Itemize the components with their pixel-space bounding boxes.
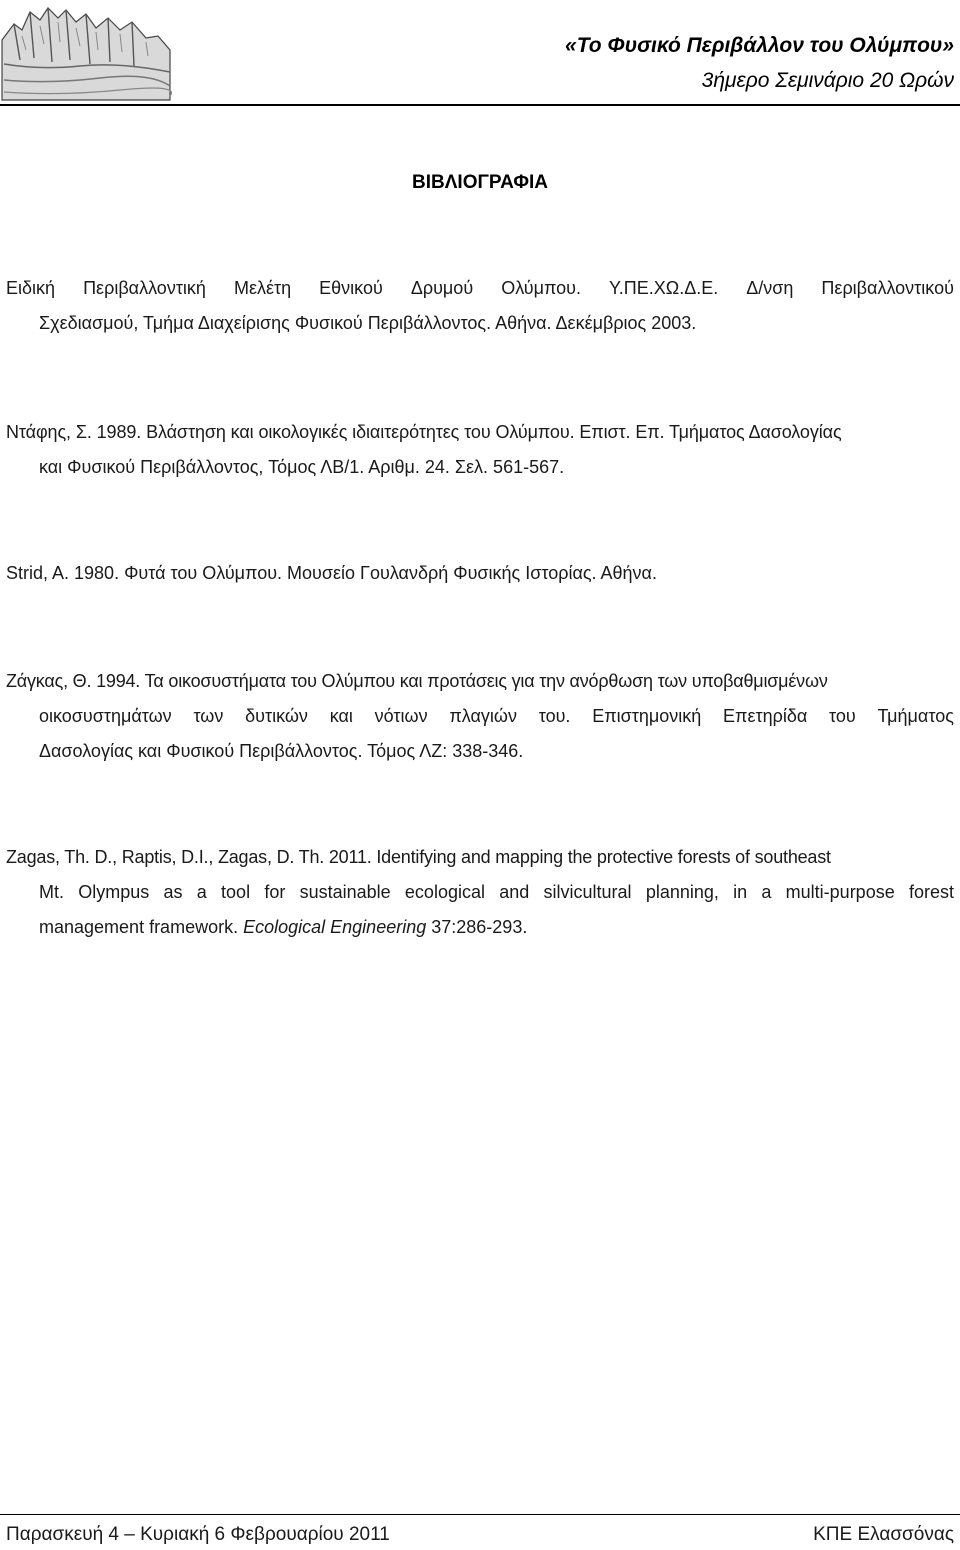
- reference-item: [6, 271, 954, 341]
- page-title: ΒΙΒΛΙΟΓΡΑΦΙΑ: [412, 172, 548, 193]
- header-subtitle: 3ήμερο Σεμινάριο 20 Ωρών: [701, 69, 954, 92]
- mount-olympus-logo: [0, 0, 172, 112]
- footer-divider: [0, 1514, 960, 1515]
- reference-line: και Φυσικού Περιβάλλοντος, Τόμος ΛΒ/1. Αριθμ. 24. Σελ. 561-567.: [39, 457, 565, 477]
- reference-item: [6, 840, 954, 945]
- reference-line: Σχεδιασμού, Τμήμα Διαχείρισης Φυσικού Περιβάλλοντος. Αθήνα. Δεκέμβριος 2003.: [39, 313, 697, 333]
- reference-item: [6, 556, 954, 591]
- reference-line: οικοσυστημάτων των δυτικών και νότιων πλαγιών του. Επιστημονική Επετηρίδα του Τμήματος: [39, 706, 954, 726]
- reference-line: management framework. Ecological Engineering 37:286-293.: [39, 917, 528, 937]
- reference-line: Ειδική Περιβαλλοντική Μελέτη Εθνικού Δρυμού Ολύμπου. Υ.ΠΕ.ΧΩ.Δ.Ε. Δ/νση Περιβαλλοντικού: [6, 278, 954, 298]
- reference-line: Zagas, Th. D., Raptis, D.I., Zagas, D. Th. 2011. Identifying and mapping the protective forests of southeast: [6, 847, 831, 867]
- reference-item: [6, 664, 954, 769]
- reference-line: Mt. Olympus as a tool for sustainable ecological and silvicultural planning, in a multi-purpose forest: [39, 882, 954, 902]
- reference-item: [6, 415, 954, 485]
- reference-line: Ντάφης, Σ. 1989. Βλάστηση και οικολογικές ιδιαιτερότητες του Ολύμπου. Επιστ. Επ. Τμήματος Δασολογίας: [6, 422, 842, 442]
- reference-line: Strid, A. 1980. Φυτά του Ολύμπου. Μουσείο Γουλανδρή Φυσικής Ιστορίας. Αθήνα.: [6, 563, 657, 583]
- reference-line: Δασολογίας και Φυσικού Περιβάλλοντος. Τόμος ΛΖ: 338-346.: [39, 741, 524, 761]
- journal-title: Ecological Engineering: [243, 917, 427, 937]
- header-divider: [0, 104, 960, 106]
- footer-dates: Παρασκευή 4 – Κυριακή 6 Φεβρουαρίου 2011: [6, 1524, 390, 1545]
- reference-line: Ζάγκας, Θ. 1994. Τα οικοσυστήματα του Ολύμπου και προτάσεις για την ανόρθωση των υποβαθμισμένων: [6, 671, 828, 691]
- footer-organization: ΚΠΕ Ελασσόνας: [813, 1524, 954, 1545]
- header-title: «Το Φυσικό Περιβάλλον του Ολύμπου»: [565, 34, 954, 57]
